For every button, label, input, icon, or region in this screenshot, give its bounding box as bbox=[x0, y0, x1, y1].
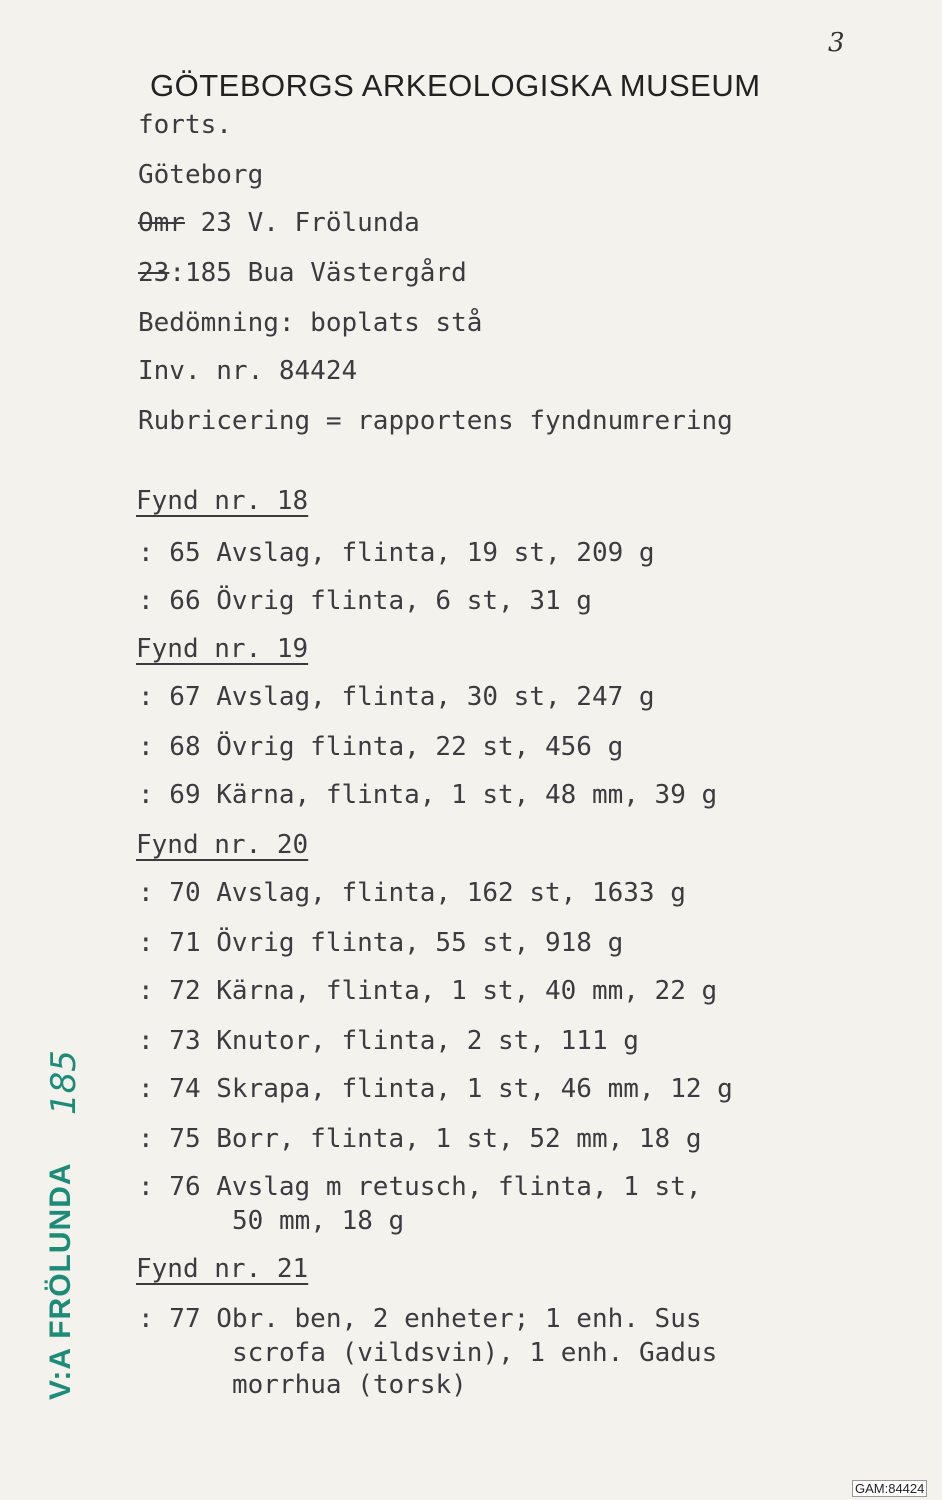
fynd-item-continuation: scrofa (vildsvin), 1 enh. Gadus bbox=[232, 1338, 718, 1368]
fynd-item: : 71 Övrig flinta, 55 st, 918 g bbox=[138, 928, 624, 958]
rubricering-line: Rubricering = rapportens fyndnumrering bbox=[138, 406, 733, 436]
side-stamp-label: V:A FRÖLUNDA bbox=[44, 1162, 77, 1400]
fynd-item: : 73 Knutor, flinta, 2 st, 111 g bbox=[138, 1026, 639, 1056]
bedomning-line: Bedömning: boplats stå bbox=[138, 308, 483, 338]
city-line: Göteborg bbox=[138, 160, 264, 190]
omr-prefix: Omr bbox=[138, 208, 185, 238]
fynd-item: : 69 Kärna, flinta, 1 st, 48 mm, 39 g bbox=[138, 780, 718, 810]
fynd-item: : 68 Övrig flinta, 22 st, 456 g bbox=[138, 732, 624, 762]
archive-id: GAM:84424 bbox=[852, 1480, 927, 1497]
omr-value: 23 V. Frölunda bbox=[184, 208, 420, 238]
fynd-item-continuation: morrhua (torsk) bbox=[232, 1370, 467, 1400]
fynd-item: : 75 Borr, flinta, 1 st, 52 mm, 18 g bbox=[138, 1124, 702, 1154]
fynd-item: : 76 Avslag m retusch, flinta, 1 st, bbox=[138, 1172, 702, 1202]
museum-title: GÖTEBORGS ARKEOLOGISKA MUSEUM bbox=[150, 68, 761, 103]
omr-line bbox=[138, 208, 420, 238]
fynd-heading: Fynd nr. 18 bbox=[136, 486, 309, 516]
fynd-item-continuation: 50 mm, 18 g bbox=[232, 1206, 405, 1236]
fynd-item: : 74 Skrapa, flinta, 1 st, 46 mm, 12 g bbox=[138, 1074, 733, 1104]
nr-value: :185 Bua Västergård bbox=[169, 258, 467, 288]
side-stamp-number: 185 bbox=[44, 1050, 84, 1115]
fynd-heading: Fynd nr. 19 bbox=[136, 634, 309, 664]
fynd-item: : 70 Avslag, flinta, 162 st, 1633 g bbox=[138, 878, 686, 908]
fynd-item: : 72 Kärna, flinta, 1 st, 40 mm, 22 g bbox=[138, 976, 718, 1006]
page-number: 3 bbox=[828, 28, 845, 58]
inv-line: Inv. nr. 84424 bbox=[138, 356, 358, 386]
fynd-item: : 65 Avslag, flinta, 19 st, 209 g bbox=[138, 538, 655, 568]
nr-line bbox=[138, 258, 467, 288]
forts-line: forts. bbox=[138, 110, 232, 140]
fynd-item: : 67 Avslag, flinta, 30 st, 247 g bbox=[138, 682, 655, 712]
fynd-item: : 77 Obr. ben, 2 enheter; 1 enh. Sus bbox=[138, 1304, 702, 1334]
fynd-heading: Fynd nr. 20 bbox=[136, 830, 309, 860]
fynd-heading: Fynd nr. 21 bbox=[136, 1254, 309, 1284]
nr-prefix: 23 bbox=[138, 258, 170, 288]
fynd-item: : 66 Övrig flinta, 6 st, 31 g bbox=[138, 586, 592, 616]
